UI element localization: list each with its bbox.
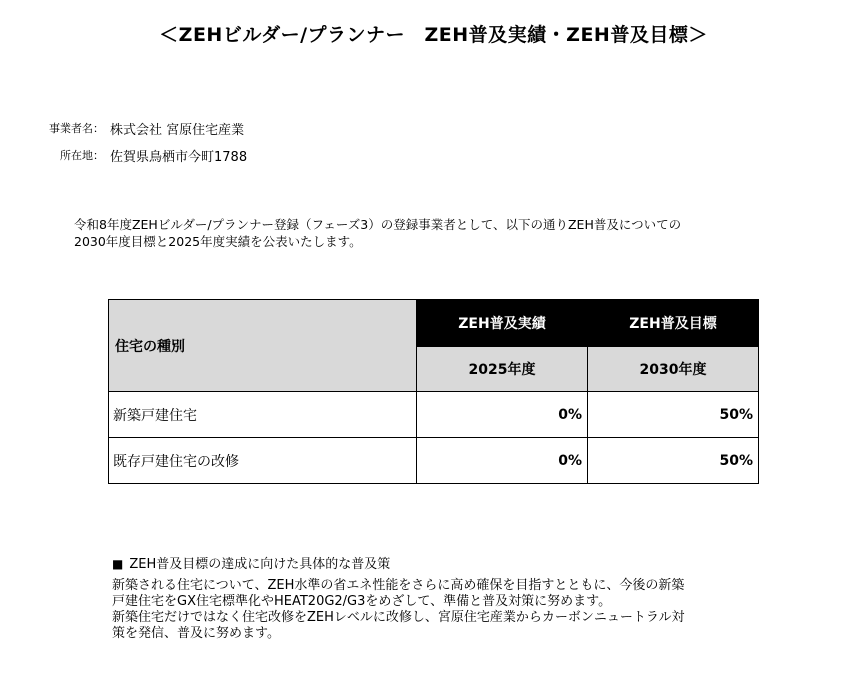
- company-name-row: [0, 120, 104, 136]
- actual-year: 2025年度: [417, 347, 588, 392]
- target-header: ZEH普及目標: [588, 300, 759, 347]
- row-target: 50%: [588, 438, 759, 484]
- company-name-label: 事業者名：: [49, 122, 104, 135]
- page-title: ＜ZEHビルダー/プランナー ZEH普及実績・ZEH普及目標＞: [159, 24, 708, 46]
- company-address-label: 所在地：: [60, 149, 104, 162]
- table-row: [109, 438, 759, 484]
- policy-line-2: 戸建住宅をGX住宅標準化やHEAT20G2/G3をめざして、準備と普及対策に努めます。: [112, 594, 612, 609]
- intro-text: [74, 216, 794, 250]
- policy-line-1: 新築される住宅について、ZEH水準の省エネ性能をさらに高め確保を目指すとともに、今後の新築: [112, 578, 685, 593]
- row-actual: 0%: [417, 438, 588, 484]
- company-name-value: 株式会社 宮原住宅産業: [110, 123, 245, 138]
- intro-line-1: 令和8年度ZEHビルダー/プランナー登録（フェーズ3）の登録事業者として、以下の通りZEH普及についての: [74, 217, 682, 232]
- policy-heading-text: ZEH普及目標の達成に向けた具体的な普及策: [129, 557, 391, 572]
- target-year: 2030年度: [588, 347, 759, 392]
- actual-header: ZEH普及実績: [417, 300, 588, 347]
- row-type: 新築戸建住宅: [109, 392, 417, 438]
- zeh-table: [108, 299, 759, 484]
- square-bullet-icon: ■: [112, 557, 124, 571]
- company-address-row: [0, 147, 104, 163]
- intro-line-2: 2030年度目標と2025年度実績を公表いたします。: [74, 234, 362, 249]
- policy-line-4: 策を発信、普及に努めます。: [112, 626, 280, 641]
- row-actual: 0%: [417, 392, 588, 438]
- policy-heading: [112, 553, 390, 572]
- policy-body: [112, 578, 762, 642]
- row-type: 既存戸建住宅の改修: [109, 438, 417, 484]
- company-address-value: 佐賀県鳥栖市今町1788: [110, 150, 248, 165]
- row-target: 50%: [588, 392, 759, 438]
- table-row: [109, 392, 759, 438]
- policy-line-3: 新築住宅だけではなく住宅改修をZEHレベルに改修し、宮原住宅産業からカーボンニュートラル対: [112, 610, 685, 625]
- type-header: 住宅の種別: [109, 300, 417, 392]
